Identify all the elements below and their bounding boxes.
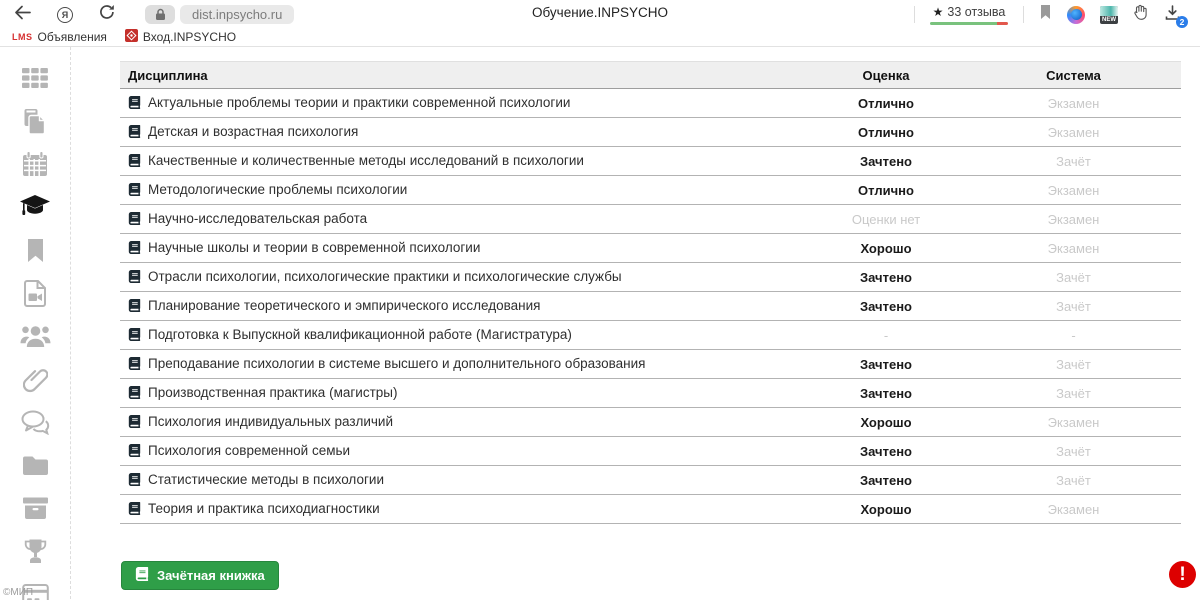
grade-cell: Зачтено bbox=[806, 147, 966, 176]
system-cell: Зачёт bbox=[966, 350, 1181, 379]
system-cell: Экзамен bbox=[966, 495, 1181, 524]
site-reviews-widget[interactable] bbox=[930, 5, 1008, 25]
address-bar[interactable]: dist.inpsycho.ru bbox=[180, 5, 294, 24]
sidebar-item-bookmark[interactable] bbox=[19, 231, 51, 274]
system-cell: Экзамен bbox=[966, 176, 1181, 205]
system-cell: Экзамен bbox=[966, 205, 1181, 234]
page-title: Обучение.INPSYCHO bbox=[532, 5, 668, 20]
book-icon bbox=[135, 567, 149, 584]
table-row[interactable] bbox=[120, 292, 1181, 321]
extension-new-icon[interactable] bbox=[1100, 6, 1118, 24]
book-icon bbox=[128, 387, 141, 402]
book-icon bbox=[128, 155, 141, 170]
reviews-count-label: 33 отзыва bbox=[947, 4, 1006, 19]
grade-cell: Хорошо bbox=[806, 408, 966, 437]
table-row[interactable] bbox=[120, 495, 1181, 524]
table-row[interactable] bbox=[120, 408, 1181, 437]
grade-cell: - bbox=[806, 321, 966, 350]
discipline-label: Планирование теоретического и эмпирического исследования bbox=[148, 297, 541, 313]
extension-hand-icon[interactable] bbox=[1133, 4, 1149, 26]
discipline-cell[interactable] bbox=[120, 350, 806, 379]
book-icon bbox=[128, 184, 141, 199]
system-cell: Экзамен bbox=[966, 89, 1181, 118]
copyright-label: ©МИП bbox=[3, 587, 34, 598]
system-cell: Зачёт bbox=[966, 466, 1181, 495]
video-file-icon bbox=[24, 280, 47, 312]
star-icon: ★ bbox=[932, 4, 944, 19]
book-icon bbox=[128, 271, 141, 286]
sidebar-item-graduation-cap[interactable] bbox=[19, 188, 51, 231]
discipline-cell[interactable] bbox=[120, 437, 806, 466]
discipline-cell[interactable] bbox=[120, 408, 806, 437]
bookmark-flag-icon[interactable] bbox=[1039, 4, 1052, 25]
toolbar-divider bbox=[914, 6, 915, 23]
grade-cell: Зачтено bbox=[806, 466, 966, 495]
table-row[interactable] bbox=[120, 89, 1181, 118]
discipline-label: Производственная практика (магистры) bbox=[148, 384, 398, 400]
system-cell: Зачёт bbox=[966, 379, 1181, 408]
extension-new-label: NEW bbox=[1102, 16, 1116, 23]
system-cell: Зачёт bbox=[966, 147, 1181, 176]
toolbar-divider bbox=[1023, 6, 1024, 23]
discipline-label: Теория и практика психодиагностики bbox=[148, 500, 380, 516]
discipline-cell[interactable] bbox=[120, 205, 806, 234]
user-group-icon bbox=[20, 324, 51, 353]
table-row[interactable] bbox=[120, 205, 1181, 234]
discipline-cell[interactable] bbox=[120, 292, 806, 321]
book-icon bbox=[128, 416, 141, 431]
table-row[interactable] bbox=[120, 466, 1181, 495]
discipline-cell[interactable] bbox=[120, 176, 806, 205]
back-icon[interactable] bbox=[14, 5, 31, 25]
bookmark-label: Вход.INPSYCHO bbox=[142, 29, 237, 44]
extension-colorful-icon[interactable] bbox=[1067, 6, 1085, 24]
discipline-label: Научно-исследовательская работа bbox=[148, 210, 368, 226]
table-row[interactable] bbox=[120, 321, 1181, 350]
book-icon bbox=[128, 474, 141, 489]
paperclip-icon bbox=[23, 366, 48, 398]
sidebar-item-copy-pages[interactable] bbox=[19, 102, 51, 145]
discipline-label: Преподавание психологии в системе высшего и дополнительного образования bbox=[148, 355, 646, 371]
column-header-system: Система bbox=[966, 62, 1181, 89]
table-row[interactable] bbox=[120, 234, 1181, 263]
copy-pages-icon bbox=[23, 108, 47, 140]
refresh-icon[interactable] bbox=[99, 4, 115, 25]
system-cell: Экзамен bbox=[966, 118, 1181, 147]
discipline-cell[interactable] bbox=[120, 118, 806, 147]
folder-icon bbox=[21, 454, 50, 482]
bookmarks-bar bbox=[0, 27, 1200, 46]
bookmark-announcements[interactable] bbox=[12, 30, 107, 44]
book-icon bbox=[128, 242, 141, 257]
lock-icon[interactable] bbox=[145, 5, 175, 24]
graduation-cap-icon bbox=[19, 194, 51, 225]
column-header-discipline: Дисциплина bbox=[120, 62, 806, 89]
table-row[interactable] bbox=[120, 379, 1181, 408]
gradebook-button-label: Зачётная книжка bbox=[157, 568, 265, 583]
bookmark-label: Объявления bbox=[37, 29, 107, 44]
sidebar-item-calendar[interactable] bbox=[19, 145, 51, 188]
bookmark-icon bbox=[26, 238, 45, 268]
browser-toolbar bbox=[0, 0, 1200, 47]
archive-box-icon bbox=[22, 496, 49, 525]
discipline-label: Актуальные проблемы теории и практики современной психологии bbox=[148, 94, 571, 110]
discipline-label: Психология современной семьи bbox=[148, 442, 351, 458]
sidebar-item-user-group[interactable] bbox=[19, 317, 51, 360]
book-icon bbox=[128, 503, 141, 518]
discipline-label: Психология индивидуальных различий bbox=[148, 413, 393, 429]
calendar-icon bbox=[22, 151, 48, 182]
trophy-icon bbox=[22, 538, 49, 570]
discipline-label: Подготовка к Выпускной квалификационной работе (Магистратура) bbox=[148, 326, 572, 342]
grade-cell: Отлично bbox=[806, 176, 966, 205]
system-cell: Зачёт bbox=[966, 292, 1181, 321]
downloads-badge: 2 bbox=[1176, 16, 1188, 28]
system-cell: Экзамен bbox=[966, 234, 1181, 263]
discipline-cell[interactable] bbox=[120, 234, 806, 263]
book-icon bbox=[128, 329, 141, 344]
table-row[interactable] bbox=[120, 118, 1181, 147]
table-row[interactable] bbox=[120, 147, 1181, 176]
grade-cell: Зачтено bbox=[806, 437, 966, 466]
grades-table bbox=[120, 61, 1181, 524]
book-icon bbox=[128, 97, 141, 112]
gradebook-button[interactable] bbox=[121, 561, 279, 590]
grade-cell: Зачтено bbox=[806, 292, 966, 321]
book-icon bbox=[128, 358, 141, 373]
table-row[interactable] bbox=[120, 437, 1181, 466]
grade-cell: Зачтено bbox=[806, 263, 966, 292]
downloads-icon[interactable] bbox=[1164, 5, 1184, 25]
bookmark-inpsycho-login[interactable] bbox=[125, 29, 236, 45]
alert-notification-button[interactable]: ! bbox=[1169, 561, 1196, 588]
chat-icon bbox=[21, 410, 50, 440]
sidebar-item-video-file[interactable] bbox=[19, 274, 51, 317]
grade-cell: Хорошо bbox=[806, 234, 966, 263]
sidebar-item-trophy[interactable] bbox=[19, 532, 51, 575]
sidebar-item-folder[interactable] bbox=[19, 446, 51, 489]
lms-logo: LMS bbox=[12, 31, 33, 42]
table-row[interactable] bbox=[120, 176, 1181, 205]
sidebar-item-archive-box[interactable] bbox=[19, 489, 51, 532]
discipline-cell[interactable] bbox=[120, 379, 806, 408]
apps-grid-icon bbox=[22, 66, 48, 95]
discipline-cell[interactable] bbox=[120, 89, 806, 118]
reviews-rating-bar bbox=[930, 22, 1008, 25]
system-cell: - bbox=[966, 321, 1181, 350]
discipline-cell[interactable] bbox=[120, 466, 806, 495]
grade-cell: Зачтено bbox=[806, 379, 966, 408]
discipline-cell[interactable] bbox=[120, 495, 806, 524]
grade-cell: Зачтено bbox=[806, 350, 966, 379]
discipline-label: Отрасли психологии, психологические практики и психологические службы bbox=[148, 268, 622, 284]
discipline-label: Методологические проблемы психологии bbox=[148, 181, 408, 197]
discipline-cell[interactable] bbox=[120, 263, 806, 292]
yandex-browser-icon[interactable]: Я bbox=[57, 7, 73, 23]
table-row[interactable] bbox=[120, 350, 1181, 379]
book-icon bbox=[128, 445, 141, 460]
sidebar-item-apps-grid[interactable] bbox=[19, 59, 51, 102]
discipline-cell[interactable] bbox=[120, 147, 806, 176]
system-cell: Экзамен bbox=[966, 408, 1181, 437]
main-content bbox=[71, 47, 1200, 599]
book-icon bbox=[128, 213, 141, 228]
system-cell: Зачёт bbox=[966, 437, 1181, 466]
sidebar-item-chat[interactable] bbox=[19, 403, 51, 446]
app-sidebar bbox=[0, 47, 71, 599]
system-cell: Зачёт bbox=[966, 263, 1181, 292]
grade-cell: Отлично bbox=[806, 118, 966, 147]
discipline-label: Статистические методы в психологии bbox=[148, 471, 384, 487]
discipline-label: Качественные и количественные методы исследований в психологии bbox=[148, 152, 584, 168]
column-header-grade: Оценка bbox=[806, 62, 966, 89]
grade-cell: Хорошо bbox=[806, 495, 966, 524]
book-icon bbox=[128, 126, 141, 141]
sidebar-item-paperclip[interactable] bbox=[19, 360, 51, 403]
sidebar-icons bbox=[19, 59, 51, 600]
grade-cell: Оценки нет bbox=[806, 205, 966, 234]
discipline-label: Научные школы и теории в современной психологии bbox=[148, 239, 481, 255]
book-icon bbox=[128, 300, 141, 315]
discipline-label: Детская и возрастная психология bbox=[148, 123, 359, 139]
discipline-cell[interactable] bbox=[120, 321, 806, 350]
inpsycho-emblem-icon bbox=[125, 29, 138, 45]
table-header-row bbox=[120, 62, 1181, 89]
grade-cell: Отлично bbox=[806, 89, 966, 118]
table-row[interactable] bbox=[120, 263, 1181, 292]
